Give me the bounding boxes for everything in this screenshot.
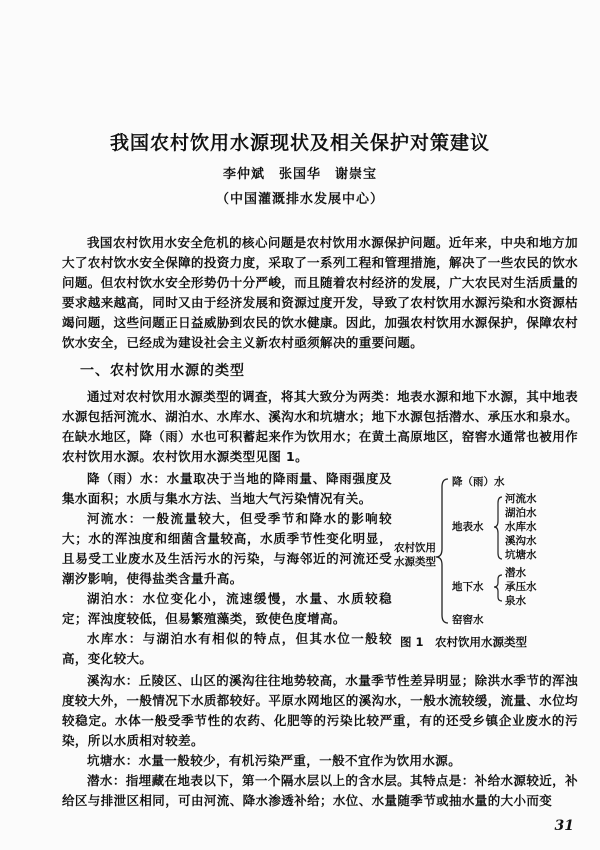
node-lake: 湖泊水 [505,507,537,519]
node-cellar: 窑窖水 [452,614,484,626]
paragraph-phreatic: 潜水：指埋藏在地表以下，第一个隔水层以上的含水层。其特点是：补给水源较近，补给区与排泄区相同，可由河流、降水渗透补给；水位、水量随季节或抽水量的大小而变 [62,773,578,808]
paragraph-stream: 溪沟水：丘陵区、山区的溪沟往往地势较高，水量季节性差异明显；除洪水季节的浑浊度较大外，一般情况下水质都较好。平原水网地区的溪沟水，一般水流较缓，流量、水位均较稳定。水体一般受季节性的农药、化肥等的污染比较严重，有的还受乡镇企业废水的污染，所以水质相对较差。 [62,673,579,748]
paragraph-pond: 坑塘水：水量一般较少，有机污染严重，一般不宜作为饮用水源。 [87,753,462,768]
figure-caption: 图 1 农村饮用水源类型 [400,635,528,649]
article-body [62,233,578,835]
node-rain: 降（雨）水 [452,476,505,488]
page-number: 31 [554,818,574,834]
node-river: 河流水 [505,493,537,505]
paragraph-river: 河流水：一般流量较大，但受季节和降水的影响较大；水的浑浊度和细菌含量较高，水质季节性变化明显，且易受工业废水及生活污水的污染，与海邻近的河流还受潮汐影响，使得盐类含量升高。 [62,511,392,586]
column-row [62,469,578,669]
node-spring: 泉水 [505,595,526,607]
left-column [62,469,392,669]
intro-paragraph: 我国农村饮用水安全危机的核心问题是农村饮用水源保护问题。近年来，中央和地方加大了农村饮水安全保障的投资力度，采取了一系列工程和管理措施，解决了一些农民的饮水问题。但农村饮水安全形势仍十分严峻，而且随着农村经济的发展，广大农民对生活质量的要求越来越高，同时又由于经济发展和资源过度开发，导致了农村饮用水源污染和水资源枯竭问题，这些问题正日益威胁到农民的饮水健康。因此，加强农村饮用水源保护，保障农村饮水安全，已经成为建设社会主义新农村亟须解决的重要问题。 [62,235,579,350]
figure-1-water-source-types [392,469,578,654]
paragraph: 通过对农村饮用水源类型的调查，将其大致分为两类：地表水源和地下水源，其中地表水源包括河流水、湖泊水、水库水、溪沟水和坑塘水；地下水源包括潜水、承压水和泉水。在缺水地区，降（雨）水也可积蓄起来作为饮用水；在黄土高原地区，窑窖水通常也被用作农村饮用水源。农村饮用水源类型见图 1。 [62,389,579,464]
root-label-1: 农村饮用 [394,542,436,554]
node-surface: 地表水 [452,521,484,533]
root-label-2: 水源类型 [394,556,436,568]
paragraph-lake: 湖泊水：水位变化小，流速缓慢，水量、水质较稳定；浑浊度较低，但易繁殖藻类，致使色度增高。 [62,591,392,626]
node-stream: 溪沟水 [505,535,537,547]
bottom-section [62,671,578,811]
node-confined: 承压水 [505,581,537,593]
paragraph-reservoir: 水库水：与湖泊水有相似的特点，但其水位一般较高，变化较大。 [62,631,392,666]
paragraph-rain: 降（雨）水：水量取决于当地的降雨量、降雨强度及集水面积；水质与集水方法、当地大气污染情况有关。 [62,471,392,506]
section-heading: 一、农村饮用水源的类型 [80,363,245,379]
node-ground: 地下水 [452,581,484,593]
node-pond: 坑塘水 [505,549,537,561]
node-phreatic: 潜水 [505,567,526,579]
intro-section [62,233,578,353]
article-title: 我国农村饮用水源现状及相关保护对策建议 [109,132,490,154]
node-reservoir: 水库水 [505,521,537,533]
authors: 李仲斌 张国华 谢崇宝 [222,167,377,182]
affiliation: （中国灌溉排水发展中心） [215,192,384,207]
section-paragraph [62,387,578,467]
